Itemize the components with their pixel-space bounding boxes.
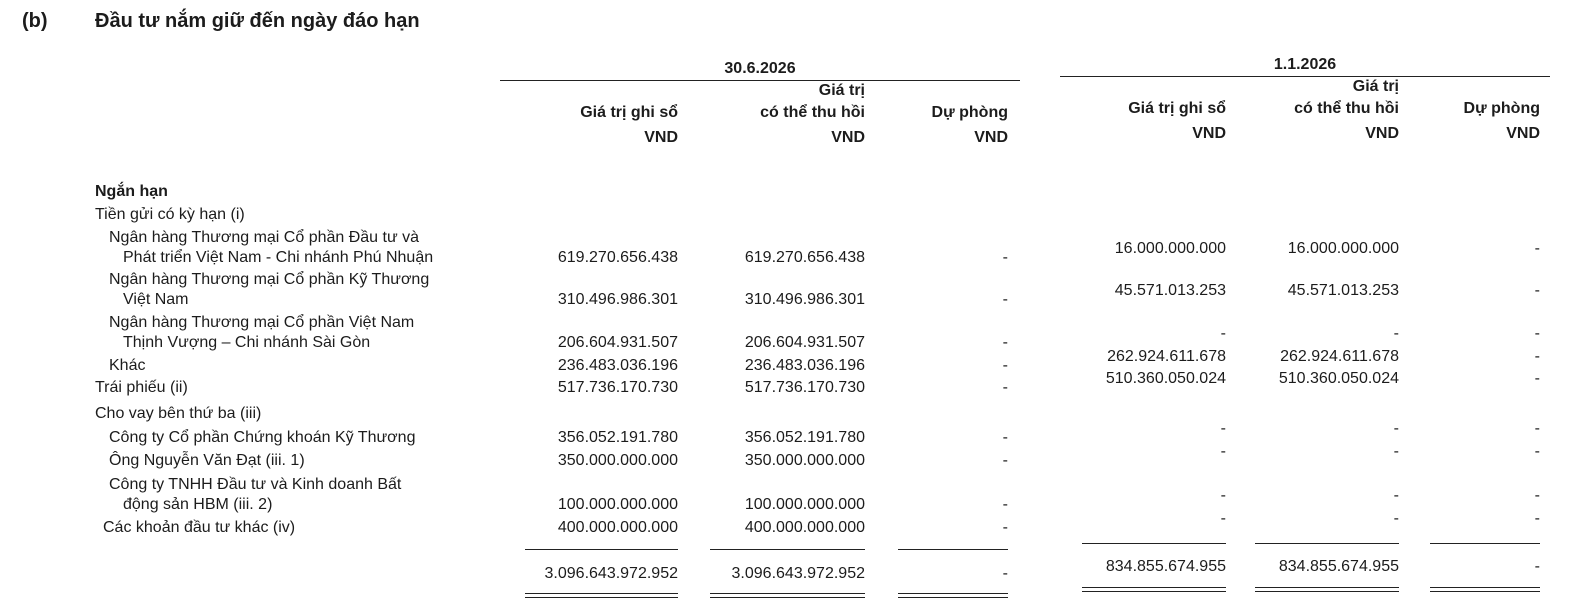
row-value: - xyxy=(1534,240,1540,257)
row-value: 350.000.000.000 xyxy=(557,452,678,469)
subtotal-rule xyxy=(525,549,678,550)
column-header-line1: Giá trị xyxy=(1352,78,1399,95)
total-double-rule xyxy=(710,593,865,598)
row-label: Việt Nam xyxy=(123,291,189,308)
row-label: Ngân hàng Thương mại Cổ phần Việt Nam xyxy=(109,314,415,331)
row-value: 400.000.000.000 xyxy=(557,519,678,536)
row-value: 350.000.000.000 xyxy=(744,452,865,469)
row-value: 310.496.986.301 xyxy=(744,291,865,308)
row-value: 400.000.000.000 xyxy=(744,519,865,536)
subtotal-rule xyxy=(710,549,865,550)
column-header-title: Dự phòng xyxy=(1463,100,1540,117)
row-label: Ngắn hạn xyxy=(95,183,168,200)
row-value: - xyxy=(1393,443,1399,460)
row-value: 206.604.931.507 xyxy=(557,334,678,351)
row-value: 236.483.036.196 xyxy=(744,357,865,374)
row-value: - xyxy=(1534,370,1540,387)
row-value: - xyxy=(1002,452,1008,469)
row-label: Ông Nguyễn Văn Đạt (iii. 1) xyxy=(109,452,305,469)
row-value: - xyxy=(1220,510,1226,527)
row-value: - xyxy=(1393,487,1399,504)
column-header-title: Giá trị ghi sổ xyxy=(580,104,678,121)
total-value: - xyxy=(1002,565,1008,582)
column-header-unit: VND xyxy=(1365,125,1399,142)
row-label: Ngân hàng Thương mại Cổ phần Kỹ Thương xyxy=(109,271,430,288)
column-header-unit: VND xyxy=(1192,125,1226,142)
column-header-unit: VND xyxy=(644,129,678,146)
row-value: - xyxy=(1002,519,1008,536)
row-value: - xyxy=(1220,325,1226,342)
row-label: Tiền gửi có kỳ hạn (i) xyxy=(95,206,245,223)
row-value: - xyxy=(1002,429,1008,446)
row-value: 619.270.656.438 xyxy=(744,249,865,266)
row-value: 45.571.013.253 xyxy=(1114,282,1226,299)
row-value: - xyxy=(1002,249,1008,266)
total-double-rule xyxy=(1255,587,1399,592)
row-value: 262.924.611.678 xyxy=(1280,348,1399,365)
subtotal-rule xyxy=(1255,543,1399,544)
row-value: - xyxy=(1393,510,1399,527)
total-value: 834.855.674.955 xyxy=(1278,558,1399,575)
column-header-unit: VND xyxy=(974,129,1008,146)
subtotal-rule xyxy=(1430,543,1540,544)
column-header-line1: Giá trị xyxy=(818,82,865,99)
column-header-unit: VND xyxy=(831,129,865,146)
row-value: 100.000.000.000 xyxy=(744,496,865,513)
row-value: - xyxy=(1534,348,1540,365)
row-value: - xyxy=(1220,443,1226,460)
row-value: 236.483.036.196 xyxy=(557,357,678,374)
row-value: 619.270.656.438 xyxy=(557,249,678,266)
row-value: - xyxy=(1534,487,1540,504)
period-rule-1 xyxy=(500,80,1020,81)
section-title: Đầu tư nắm giữ đến ngày đáo hạn xyxy=(95,10,420,32)
row-value: 510.360.050.024 xyxy=(1105,370,1226,387)
row-label: Phát triển Việt Nam - Chi nhánh Phú Nhuận xyxy=(123,249,434,266)
row-label: Công ty TNHH Đầu tư và Kinh doanh Bất xyxy=(109,476,402,493)
row-value: - xyxy=(1534,282,1540,299)
column-header-title: có thể thu hồi xyxy=(1294,100,1399,117)
row-value: - xyxy=(1220,420,1226,437)
total-double-rule xyxy=(898,593,1008,598)
total-value: - xyxy=(1534,558,1540,575)
row-value: - xyxy=(1534,420,1540,437)
row-label: Cho vay bên thứ ba (iii) xyxy=(95,405,262,422)
row-label: Ngân hàng Thương mại Cổ phần Đầu tư và xyxy=(109,229,420,246)
total-value: 3.096.643.972.952 xyxy=(544,565,678,582)
total-double-rule xyxy=(1430,587,1540,592)
period-date-2: 1.1.2026 xyxy=(1273,56,1337,73)
row-label: Thịnh Vượng – Chi nhánh Sài Gòn xyxy=(123,334,371,351)
row-label: Khác xyxy=(109,357,146,374)
row-value: - xyxy=(1002,334,1008,351)
column-header-title: có thể thu hồi xyxy=(760,104,865,121)
row-value: - xyxy=(1002,357,1008,374)
row-value: - xyxy=(1393,420,1399,437)
total-double-rule xyxy=(1082,587,1226,592)
row-label: động sản HBM (iii. 2) xyxy=(123,496,273,513)
row-label: Các khoản đầu tư khác (iv) xyxy=(103,519,296,536)
row-value: 262.924.611.678 xyxy=(1107,348,1226,365)
row-value: - xyxy=(1534,510,1540,527)
row-value: 517.736.170.730 xyxy=(557,379,678,396)
total-double-rule xyxy=(525,593,678,598)
row-value: 16.000.000.000 xyxy=(1287,240,1399,257)
total-value: 3.096.643.972.952 xyxy=(731,565,865,582)
row-value: 100.000.000.000 xyxy=(557,496,678,513)
row-value: 310.496.986.301 xyxy=(557,291,678,308)
row-value: 510.360.050.024 xyxy=(1278,370,1399,387)
column-header-title: Dự phòng xyxy=(931,104,1008,121)
total-value: 834.855.674.955 xyxy=(1105,558,1226,575)
row-value: - xyxy=(1534,443,1540,460)
row-value: 517.736.170.730 xyxy=(744,379,865,396)
subtotal-rule xyxy=(1082,543,1226,544)
row-value: - xyxy=(1534,325,1540,342)
row-value: - xyxy=(1002,291,1008,308)
row-value: 356.052.191.780 xyxy=(744,429,865,446)
row-value: - xyxy=(1002,379,1008,396)
row-value: 206.604.931.507 xyxy=(744,334,865,351)
row-value: 45.571.013.253 xyxy=(1287,282,1399,299)
row-value: 356.052.191.780 xyxy=(557,429,678,446)
period-date-1: 30.6.2026 xyxy=(724,60,796,77)
column-header-unit: VND xyxy=(1506,125,1540,142)
row-value: - xyxy=(1393,325,1399,342)
row-label: Công ty Cổ phần Chứng khoán Kỹ Thương xyxy=(109,429,416,446)
row-value: - xyxy=(1220,487,1226,504)
column-header-title: Giá trị ghi sổ xyxy=(1128,100,1226,117)
period-rule-2 xyxy=(1060,76,1550,77)
subtotal-rule xyxy=(898,549,1008,550)
section-label: (b) xyxy=(22,10,48,32)
row-value: 16.000.000.000 xyxy=(1114,240,1226,257)
row-value: - xyxy=(1002,496,1008,513)
row-label: Trái phiếu (ii) xyxy=(95,379,188,396)
